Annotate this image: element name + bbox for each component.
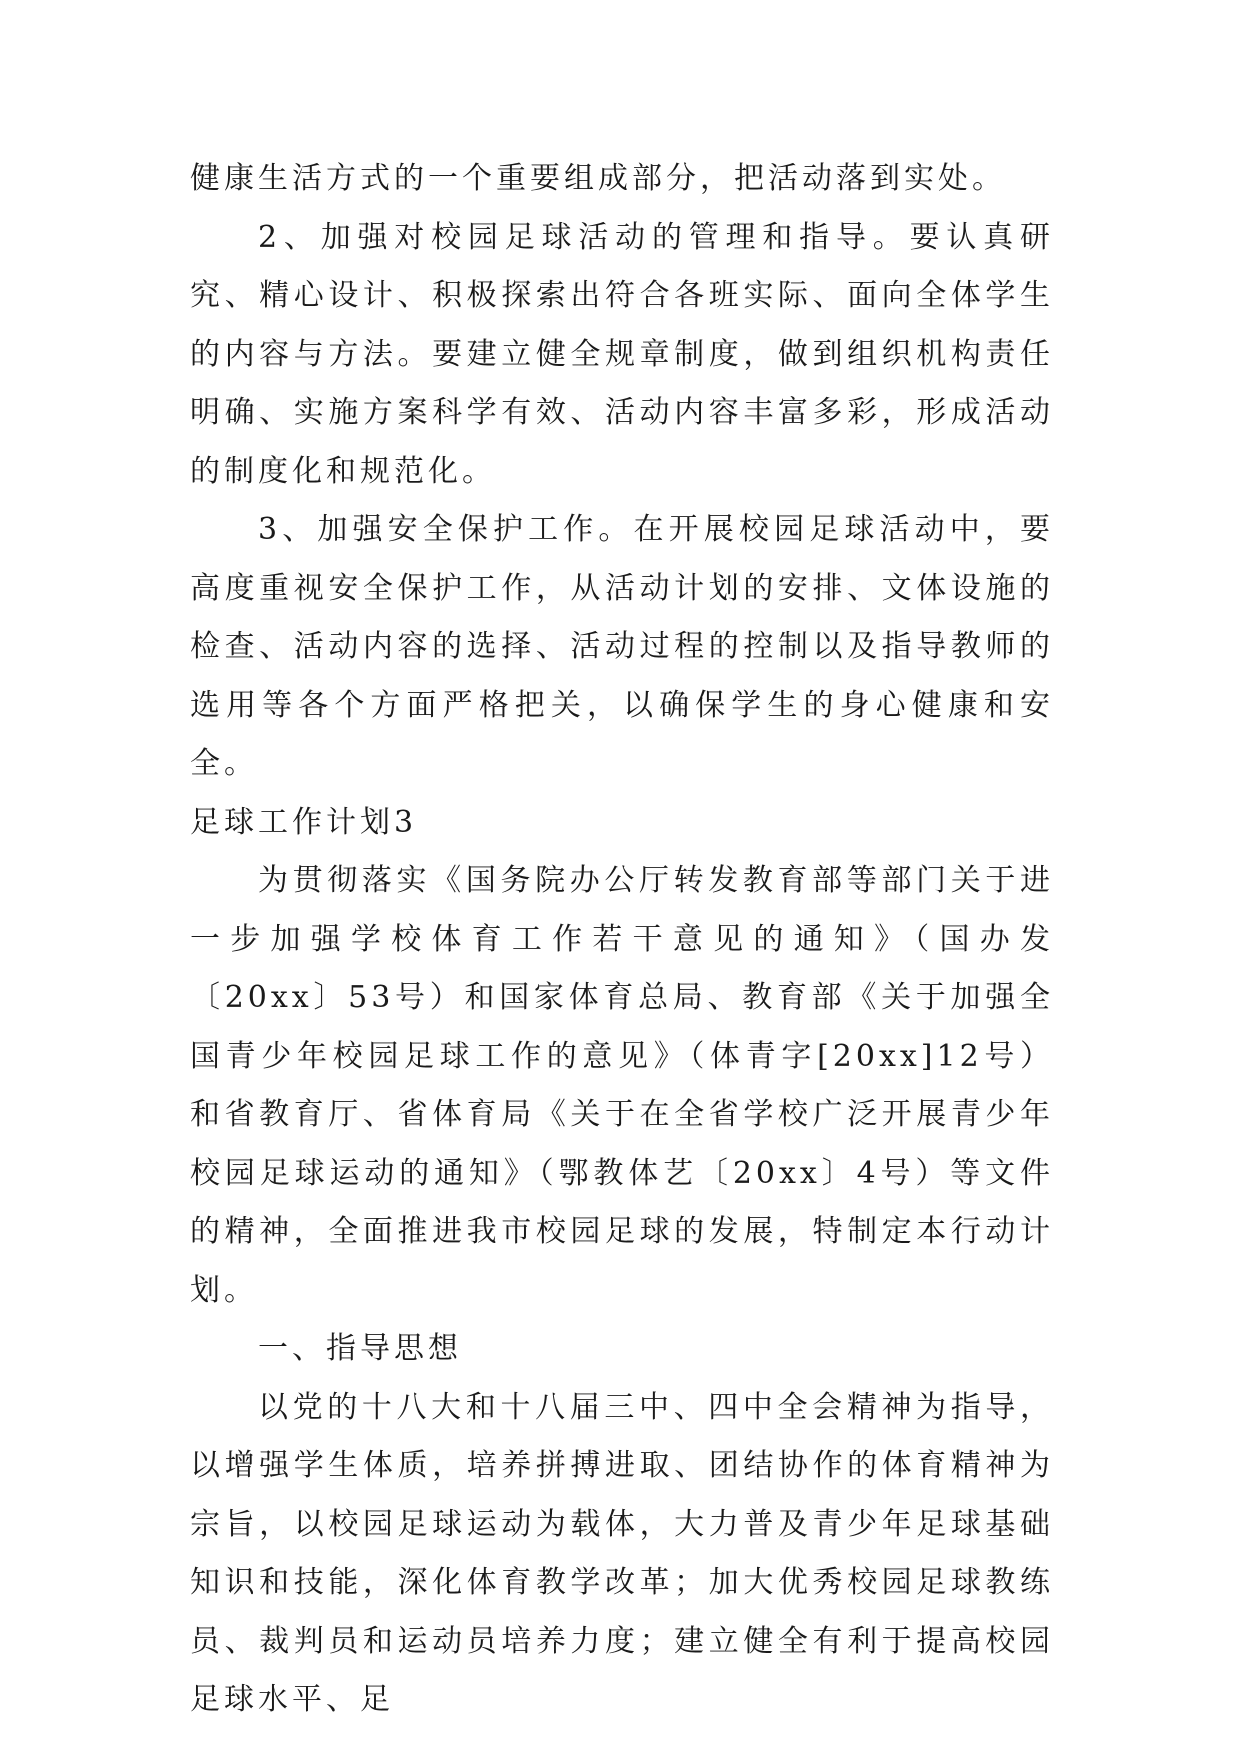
paragraph-item-2: 2、加强对校园足球活动的管理和指导。要认真研究、精心设计、积极探索出符合各班实际、面向全体学生的内容与方法。要建立健全规章制度，做到组织机构责任明确、实施方案科学有效、活动内容丰富多彩，形成活动的制度化和规范化。 [190, 219, 1054, 489]
paragraph-continuation: 健康生活方式的一个重要组成部分，把活动落到实处。 [190, 161, 1006, 196]
subheading-guiding-ideology: 一、指导思想 [258, 1331, 462, 1366]
paragraph-guiding-ideology: 以党的十八大和十八届三中、四中全会精神为指导，以增强学生体质，培养拼搏进取、团结协作的体育精神为宗旨，以校园足球运动为载体，大力普及青少年足球基础知识和技能，深化体育教学改革；加大优秀校园足球教练员、裁判员和运动员培养力度；建立健全有利于提高校园足球水平、足 [190, 1389, 1054, 1717]
document-page [190, 150, 1054, 1730]
paragraph-item-3: 3、加强安全保护工作。在开展校园足球活动中，要高度重视安全保护工作，从活动计划的安排、文体设施的检查、活动内容的选择、活动过程的控制以及指导教师的选用等各个方面严格把关，以确保学生的身心健康和安全。 [190, 512, 1054, 781]
paragraph-intro: 为贯彻落实《国务院办公厅转发教育部等部门关于进一步加强学校体育工作若干意见的通知》（国办发〔20xx〕53号）和国家体育总局、教育部《关于加强全国青少年校园足球工作的意见》（体青字[20xx]12号）和省教育厅、省体育局《关于在全省学校广泛开展青少年校园足球运动的通知》（鄂教体艺〔20xx〕4号）等文件的精神，全面推进我市校园足球的发展，特制定本行动计划。 [190, 863, 1054, 1308]
section-heading: 足球工作计划3 [190, 804, 418, 840]
